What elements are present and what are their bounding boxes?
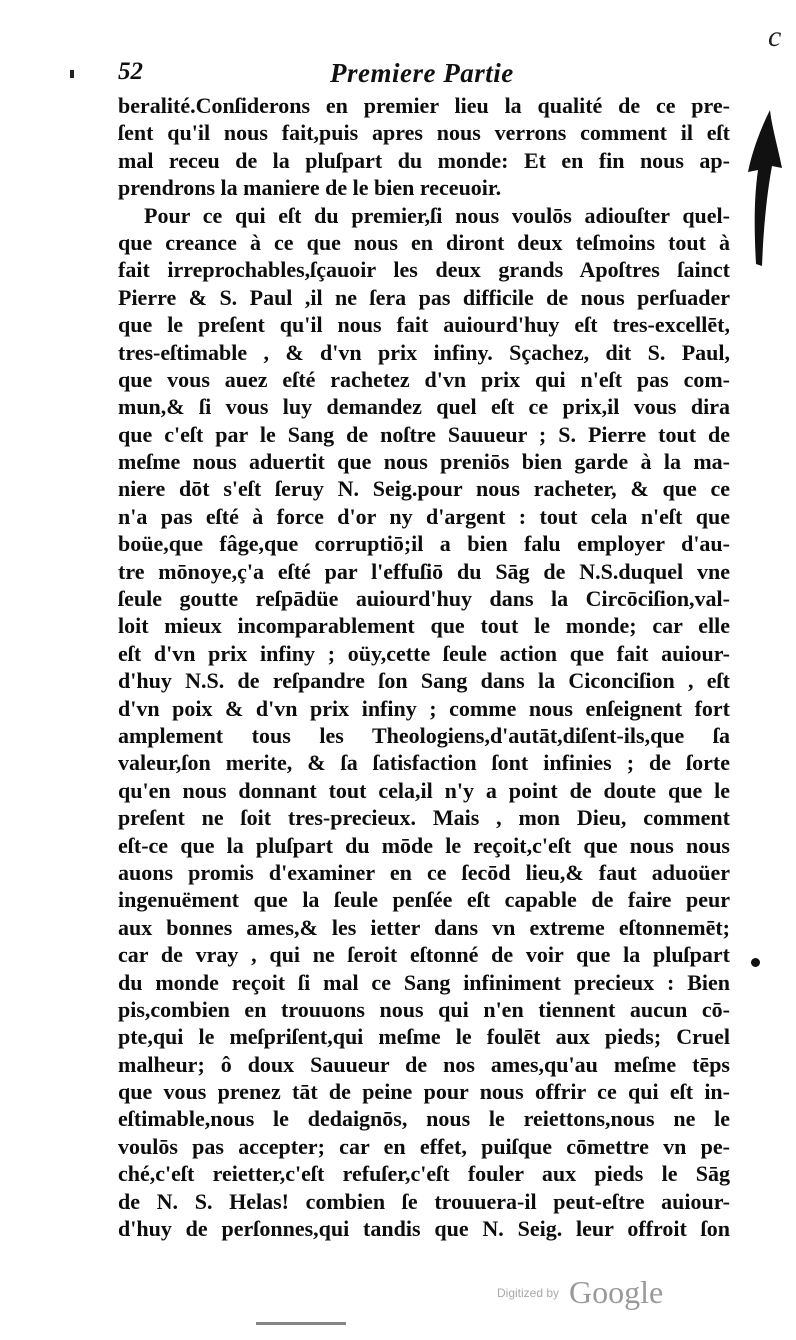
text-line: boüe,que fâge,que corruptiō;il a bien falu employer d'au- [118,531,730,557]
digitized-by-label: Digitized by [497,1285,560,1300]
text-line: meſme nous aduertit que nous preniōs bien garde à la ma- [118,449,730,475]
text-line: preſent ne ſoit tres-precieux. Mais , mon Dieu, comment [118,805,730,831]
text-line: que vous auez eſté rachetez d'vn prix qui n'eſt pas com- [118,366,730,392]
text-line: fait irreprochables,ſçauoir les deux grands Apoſtres ſainct [118,257,730,283]
text-line: eſtimable,nous le dedaignōs, nous le reiettons,nous ne le [118,1106,730,1132]
text-line: car de vray , qui ne ſeroit eſtonné de voir que la pluſpart [118,942,730,968]
text-line: ſeule goutte reſpādüe auiourd'huy dans la Circōciſion,val- [118,586,730,612]
text-line: ingenuëment que la ſeule penſée eſt capable de faire peur [118,887,730,913]
text-line: Pour ce qui eſt du premier,ſi nous voulōs adiouſter quel- [144,202,730,228]
margin-ink-dot [751,958,760,967]
text-line: tre mōnoye,ç'a eſté par l'effuſiō du Sāg de N.S.duquel vne [118,558,730,584]
text-line: d'vn poix & d'vn prix infiny ; comme nous enſeignent fort [118,695,730,721]
text-line: prendrons la maniere de le bien receuoir. [118,175,502,201]
text-line: mal receu de la pluſpart du monde: Et en fin nous ap- [118,147,730,173]
digitized-by-google-watermark [497,1274,663,1314]
text-line: pte,qui le meſpriſent,qui meſme le foulēt aux pieds; Cruel [118,1024,730,1050]
text-line: que creance à ce que nous en diront deux teſmoins tout à [118,229,730,255]
text-line: du monde reçoit ſi mal ce Sang infiniment precieux : Bien [118,969,730,995]
ink-speck [70,70,74,78]
text-line: voulōs pas accepter; car en effet, puiſque cōmettre vn pe- [118,1133,730,1159]
google-wordmark: Google [569,1274,664,1310]
page-number: 52 [118,58,143,85]
margin-ink-stroke [742,108,786,268]
text-line: niere dōt s'eſt ſeruy N. Seig.pour nous racheter, & que ce [118,476,730,502]
text-line: que vous prenez tāt de peine pour nous offrir ce qui eſt in- [118,1079,730,1105]
text-line: que le preſent qu'il nous fait auiourd'huy eſt tres-excellēt, [118,312,730,338]
text-line: auons promis d'examiner en ce ſecōd lieu,& faut aduoüer [118,859,730,885]
text-line: tres-eſtimable , & d'vn prix infiny. Sçachez, dit S. Paul, [118,339,730,365]
text-line: valeur,ſon merite, & ſa ſatisfaction ſont infinies ; de ſorte [118,750,730,776]
text-line: n'a pas eſté à force d'or ny d'argent : tout cela n'eſt que [118,503,730,529]
text-line: aux bonnes ames,& les ietter dans vn extreme eſtonnemēt; [118,914,730,940]
text-line: d'huy de perſonnes,qui tandis que N. Seig. leur offroit ſon [118,1216,730,1242]
text-line: amplement tous les Theologiens,d'autāt,diſent-ils,que ſa [118,722,730,748]
page-header [118,58,728,92]
text-line: Pierre & S. Paul ,il ne ſera pas difficile de nous perſuader [118,284,730,310]
text-line: qu'en nous donnant tout cela,il n'y a point de doute que le [118,777,730,803]
text-line: mun,& ſi vous luy demandez quel eſt ce prix,il vous dira [118,394,730,420]
text-line: ſent qu'il nous fait,puis apres nous verrons comment il eſt [118,120,730,146]
body-text [118,92,730,1242]
text-line: d'huy N.S. de reſpandre ſon Sang dans la Ciconciſion , eſt [118,668,730,694]
text-line: eſt d'vn prix infiny ; oüy,cette ſeule action que fait auiour- [118,640,730,666]
text-line: de N. S. Helas! combien ſe trouuera-il peut-eſtre auiour- [118,1188,730,1214]
text-line: ché,c'eſt reietter,c'eſt refuſer,c'eſt fouler aux pieds le Sāg [118,1161,730,1187]
text-line: pis,combien en trouuons nous qui n'en tiennent aucun cō- [118,996,730,1022]
text-line: loit mieux incomparablement que tout le monde; car elle [118,613,730,639]
text-line: beralité.Conſiderons en premier lieu la qualité de ce pre- [118,93,730,118]
corner-mark: c [768,20,782,53]
text-line: malheur; ô doux Sauueur de nos ames,qu'au meſme tēps [118,1051,730,1077]
running-head: Premiere Partie [330,58,514,88]
text-line: que c'eſt par le Sang de noſtre Sauueur ; S. Pierre tout de [118,421,730,447]
ink-smudge [256,1322,346,1325]
text-line: eſt-ce que la pluſpart du mōde le reçoit,c'eſt que nous nous [118,832,730,858]
